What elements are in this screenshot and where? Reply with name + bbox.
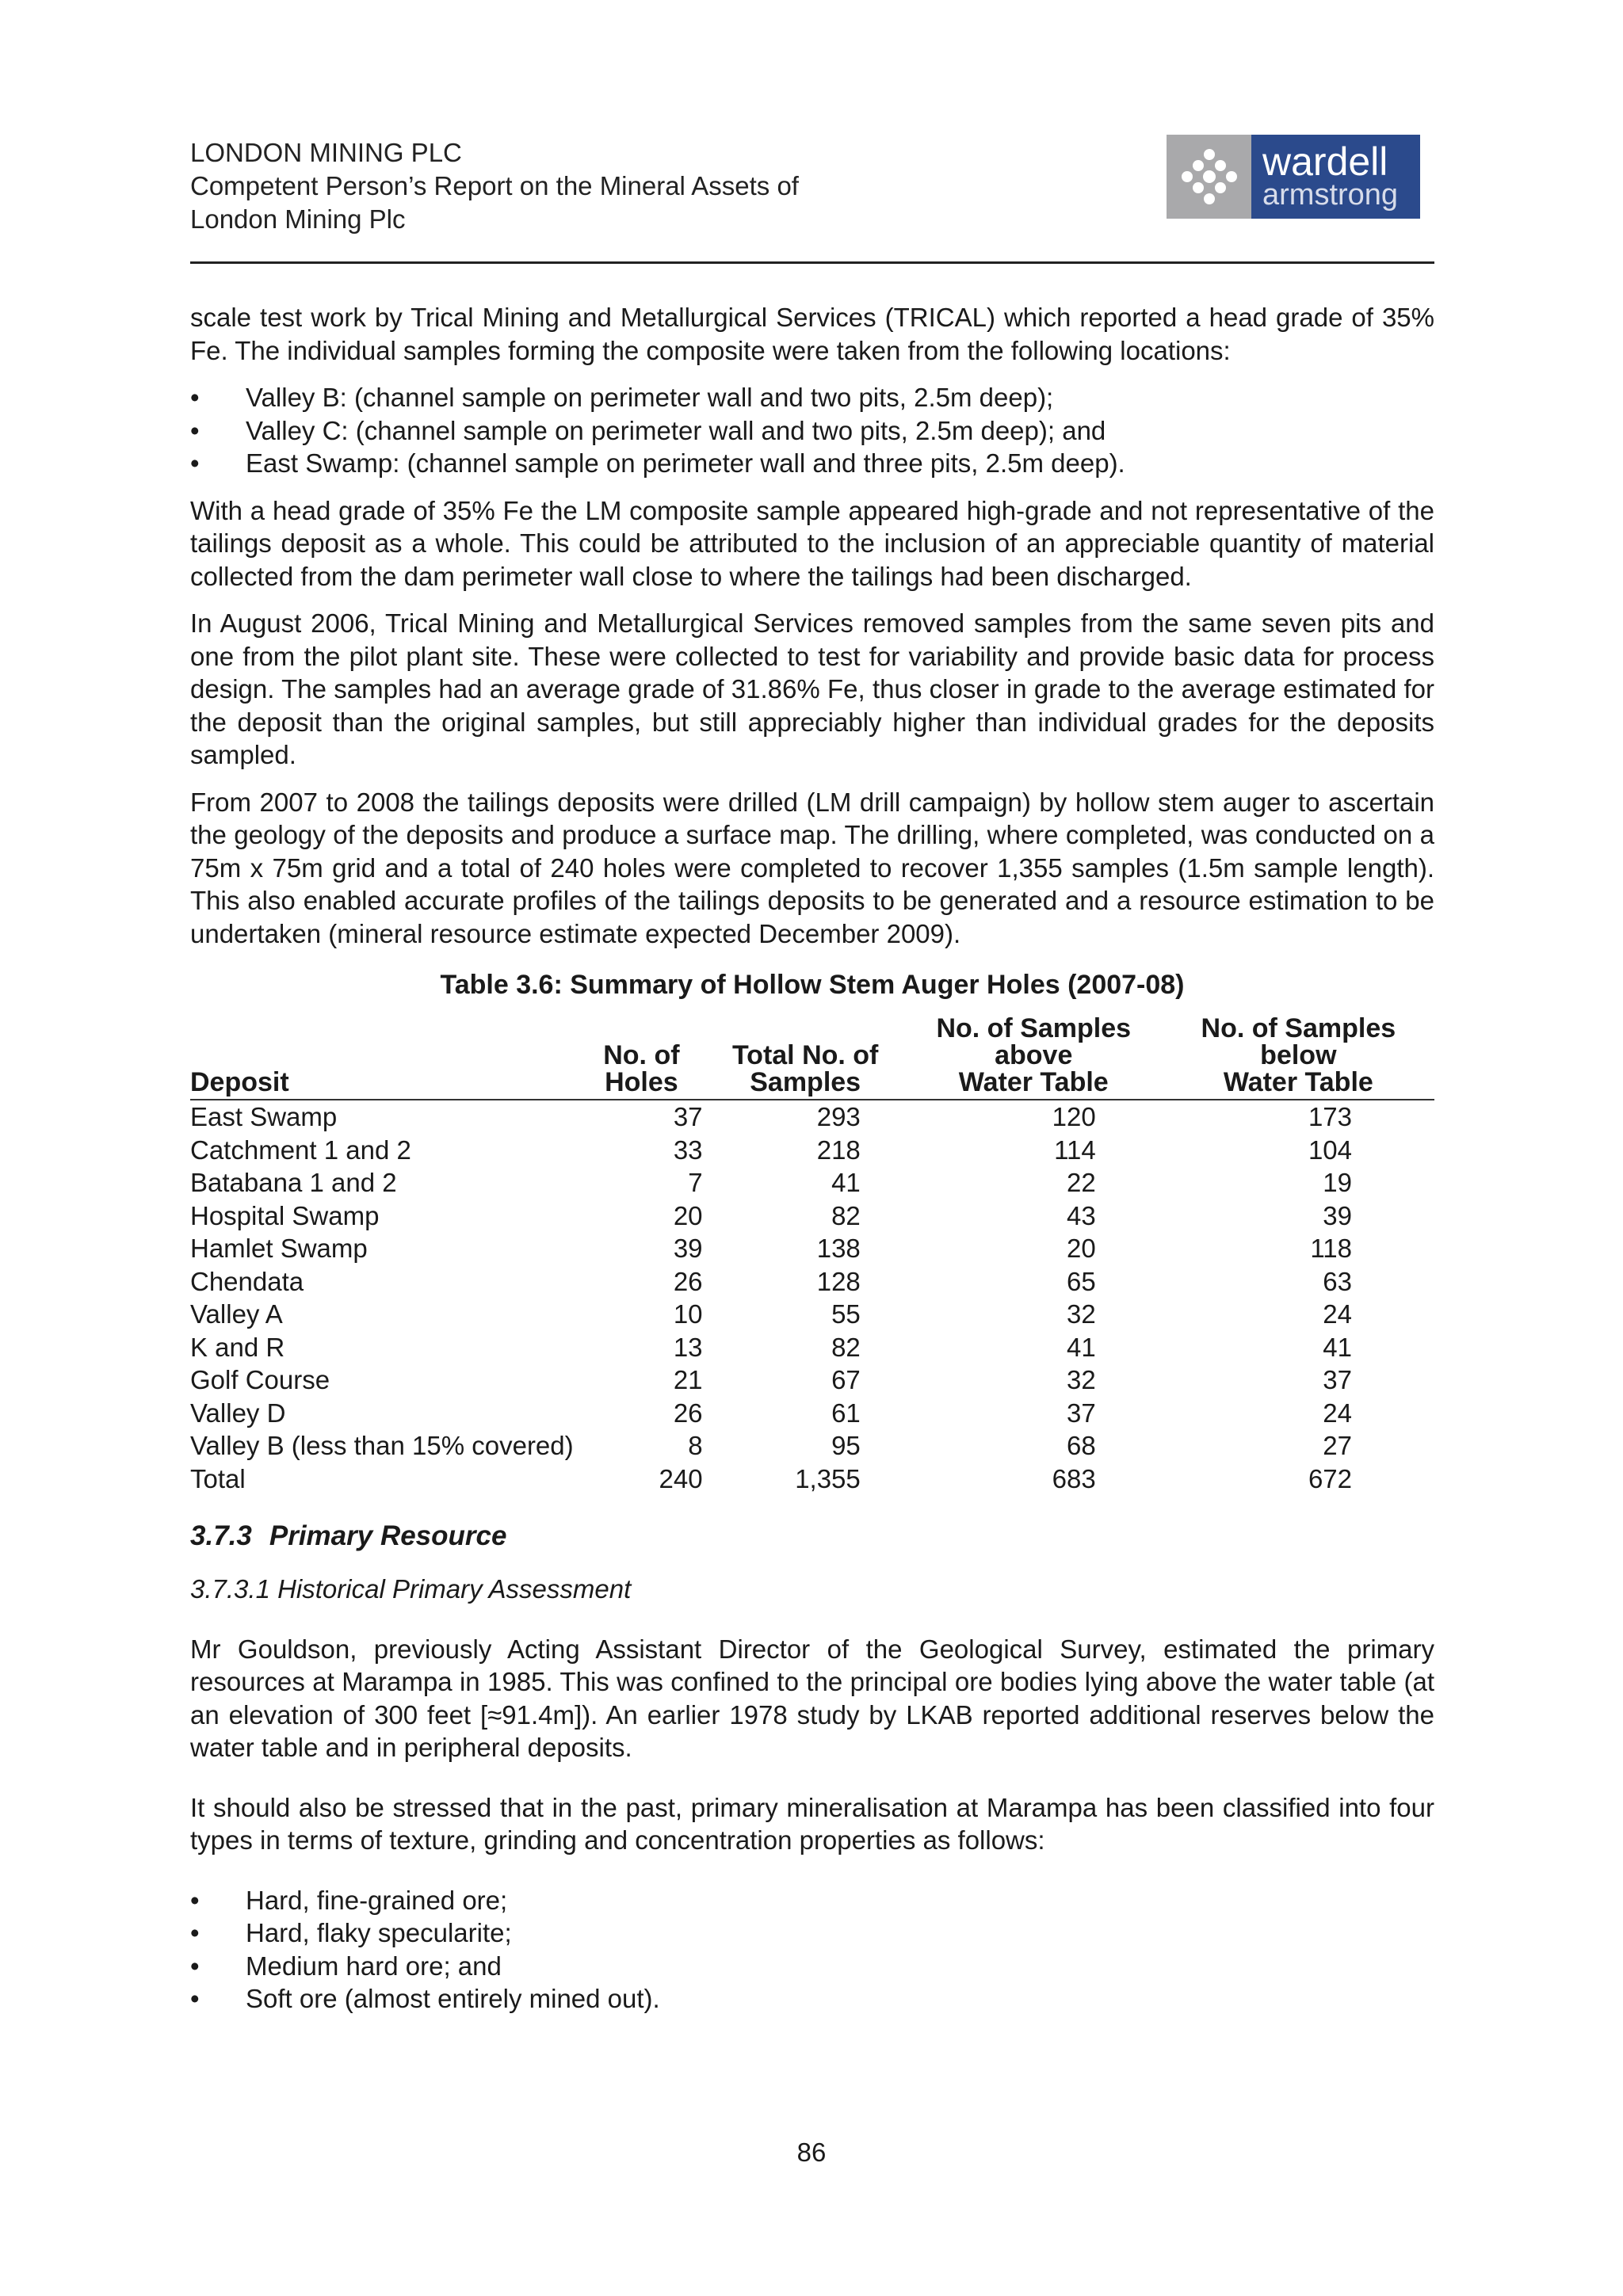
logo-diamond-icon — [1167, 135, 1251, 219]
section-title: Primary Resource — [269, 1520, 507, 1551]
paragraph-trical-composite: scale test work by Trical Mining and Metallurgical Services (TRICAL) which reported a head grade of 35% Fe. The individual samples forming the composite were taken from the following locations: — [190, 303, 1434, 365]
paragraph-mineralisation-types: It should also be stressed that in the past, primary mineralisation at Marampa has been classified into four types in terms of texture, grinding and concentration properties as follows: — [190, 1792, 1434, 1855]
table-row: Valley D 26 61 37 24 — [190, 1398, 1352, 1428]
bullet-icon: • — [190, 1885, 200, 1915]
page-body — [190, 301, 1434, 2016]
bullet-item: • Hard, flaky specularite; — [190, 1917, 1434, 1950]
paragraph-head-grade: With a head grade of 35% Fe the LM composite sample appeared high-grade and not representative of the tailings deposit as a whole. This could be attributed to the inclusion of an appreciable quantity of material collected from the dam perimeter wall close to where the tailings had been discharged. — [190, 495, 1434, 591]
bullet-item: • Medium hard ore; and — [190, 1950, 1434, 1983]
col-header-total-samples: Total No. of Samples — [706, 1015, 905, 1100]
table-row: Hamlet Swamp 39 138 20 118 — [190, 1234, 1352, 1263]
col-header-holes: No. of Holes — [580, 1015, 705, 1100]
table-row: Chendata 26 128 65 63 — [190, 1266, 1352, 1296]
table-row: Batabana 1 and 2 7 41 22 19 — [190, 1168, 1352, 1197]
header-divider — [190, 261, 1434, 264]
section-heading-primary-resource — [190, 1519, 1434, 1554]
header-report-title-line1: Competent Person’s Report on the Mineral Assets of — [190, 171, 799, 200]
table-row: Valley B (less than 15% covered) 8 95 68 27 — [190, 1431, 1352, 1460]
table-row: Valley A 10 55 32 24 — [190, 1299, 1352, 1329]
bullet-item: • Hard, fine-grained ore; — [190, 1884, 1434, 1917]
subsection-heading: 3.7.3.1 Historical Primary Assessment — [190, 1574, 632, 1604]
logo-wordmark-line2: armstrong — [1262, 178, 1399, 212]
bullet-icon: • — [190, 415, 200, 445]
bullet-list-sample-locations — [190, 381, 1434, 480]
bullet-item: • Valley C: (channel sample on perimeter wall and two pits, 2.5m deep); and — [190, 414, 1434, 448]
bullet-icon: • — [190, 1918, 200, 1947]
col-header-samples-below: No. of Samples below Water Table — [1163, 1015, 1434, 1100]
section-number: 3.7.3 — [190, 1520, 252, 1551]
table-row: Catchment 1 and 2 33 218 114 104 — [190, 1135, 1352, 1165]
col-header-deposit: Deposit — [190, 1015, 580, 1100]
page-number: 86 — [796, 2138, 827, 2167]
table-row-total: Total 240 1,355 683 672 — [190, 1463, 1352, 1493]
bullet-icon: • — [190, 383, 200, 412]
bullet-icon: • — [190, 1951, 200, 1981]
bullet-icon: • — [190, 448, 200, 478]
auger-holes-table — [190, 1015, 1434, 1495]
table-row: East Swamp 37 293 120 173 — [190, 1102, 1352, 1131]
bullet-icon: • — [190, 1984, 200, 2013]
table-caption: Table 3.6: Summary of Hollow Stem Auger Holes (2007-08) — [440, 970, 1185, 1000]
paragraph-drill-campaign: From 2007 to 2008 the tailings deposits were drilled (LM drill campaign) by hollow stem auger to ascertain the geology of the deposits and produce a surface map. The drilling, where completed, was conducted on a 75m x 75m grid and a total of 240 holes were completed to recover 1,355 samples (1.5m sample length). This also enabled accurate profiles of the tailings deposits to be generated and a resource estimation to be undertaken (mineral resource estimate expected December 2009). — [190, 787, 1434, 948]
paragraph-august-2006: In August 2006, Trical Mining and Metallurgical Services removed samples from the same seven pits and one from the pilot plant site. These were collected to test for variability and provide basic data for process design. The samples had an average grade of 31.86% Fe, thus closer in grade to the average estimated for the deposit than the original samples, but still appreciably higher than individual grades for the deposits sampled. — [190, 608, 1434, 769]
table-row: Hospital Swamp 20 82 43 39 — [190, 1200, 1352, 1230]
table-row: K and R 13 82 41 41 — [190, 1332, 1352, 1362]
wardell-armstrong-logo — [1167, 135, 1420, 219]
paragraph-gouldson: Mr Gouldson, previously Acting Assistant Director of the Geological Survey, estimated the primary resources at Marampa in 1985. This was confined to the principal ore bodies lying above the water table (at an elevation of 300 feet [≈91.4m]). An earlier 1978 study by LKAB reported additional reserves below the water table and in peripheral deposits. — [190, 1634, 1434, 1762]
bullet-item: • Soft ore (almost entirely mined out). — [190, 1982, 1434, 2016]
col-header-samples-above: No. of Samples above Water Table — [905, 1015, 1163, 1100]
bullet-item: • East Swamp: (channel sample on perimeter wall and three pits, 2.5m deep). — [190, 447, 1434, 480]
bullet-item: • Valley B: (channel sample on perimeter wall and two pits, 2.5m deep); — [190, 381, 1434, 414]
logo-wordmark-line1: wardell — [1262, 139, 1388, 184]
header-report-title-line2: London Mining Plc — [190, 204, 406, 234]
header-company: LONDON MINING PLC — [190, 138, 462, 167]
bullet-list-ore-types — [190, 1884, 1434, 2016]
table-row: Golf Course 21 67 32 37 — [190, 1365, 1352, 1394]
table-header-row — [190, 1015, 1434, 1100]
logo-wordmark — [1251, 135, 1420, 219]
